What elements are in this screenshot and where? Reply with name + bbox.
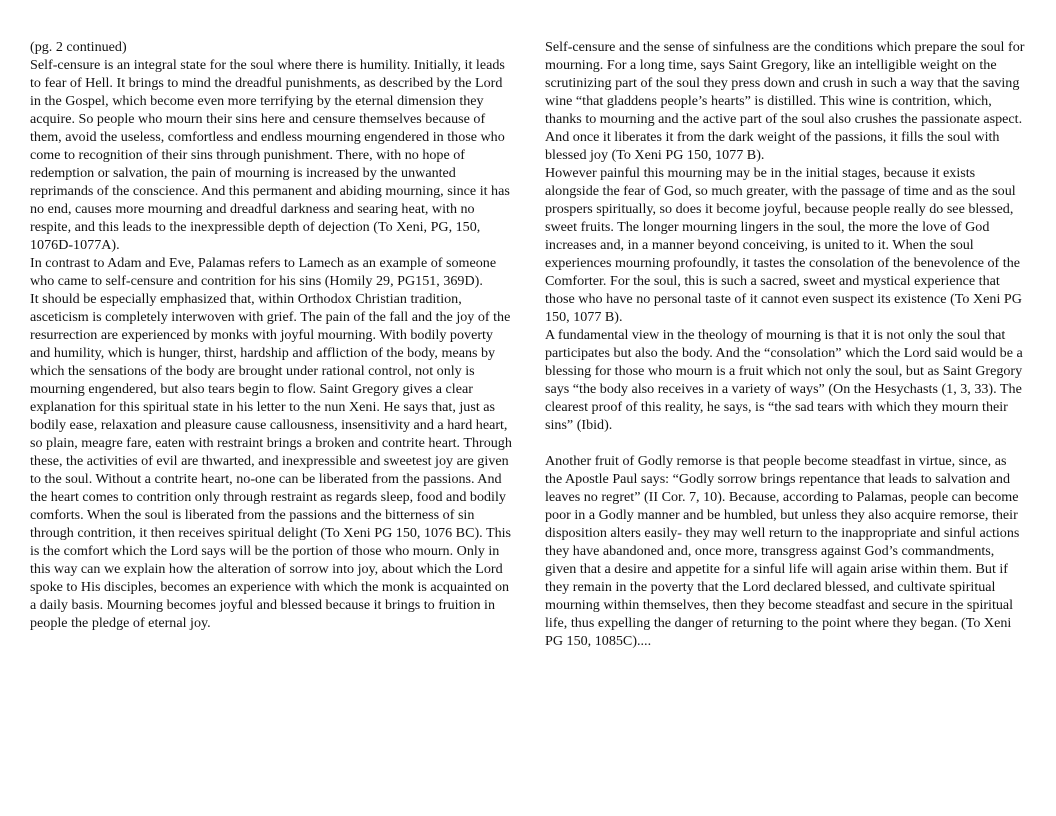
paragraph-body-participates: A fundamental view in the theology of mourning is that it is not only the soul that participates but also the body. And the “consolation” which the Lord said would be a blessing for those who mourn is a fruit which not only the soul, but as Saint Gregory says “the body also receives in a variety of ways” (On the Hesychasts (1, 3, 33). The clearest proof of this reality, he says, is “the sad tears with which they mourn their sins” (Ibid). <box>545 327 1023 433</box>
paragraph-joyful-mourning: However painful this mourning may be in the initial stages, because it exists alongside the fear of God, so much greater, with the passage of time and as the soul prospers spiritually, so does it become joyful, because people really do see blessed, sweet fruits. The longer mourning lingers in the soul, the more the love of God increases and, in a manner beyond conceiving, is united to it. When the soul experiences mourning profoundly, it tastes the consolation of the benevolence of the Comforter. For the soul, this is such a sacred, sweet and mystical experience that those who have no personal taste of it cannot even suspect its existence (To Xeni PG 150, 1077 B). <box>545 165 1022 325</box>
paragraph-godly-remorse: Another fruit of Godly remorse is that people become steadfast in virtue, since, as the Apostle Paul says: “Godly sorrow brings repentance that leads to salvation and leaves no regret” (II Cor. 7, 10). Because, according to Palamas, people can become poor in a Godly manner and be humbled, but unless they also acquire remorse, their disposition alters easily- they may well return to the inappropriate and sinful actions they have abandoned and, once more, transgress against God’s commandments, given that a desire and appetite for a sinful life will again arise within them. But if they remain in the poverty that the Lord declared blessed, and cultivate spiritual mourning within themselves, then they become steadfast and secure in the spiritual life, thus expelling the danger of returning to the point where they began. (To Xeni PG 150, 1085C).... <box>545 453 1020 649</box>
paragraph-asceticism-and-grief: It should be especially emphasized that, within Orthodox Christian tradition, asceticism is completely interwoven with grief. The pain of the fall and the joy of the resurrection are experienced by monks with joyful mourning. With bodily poverty and humility, which is hunger, thirst, hardship and affliction of the body, means by which the sensations of the body are brought under rational control, not only is mourning engendered, but also tears begin to flow. Saint Gregory gives a clear explanation for this spiritual state in his letter to the nun Xeni. He says that, just as bodily ease, relaxation and pleasure cause callousness, insensitivity and a hard heart, so plain, meagre fare, eaten with restraint brings a broken and contrite heart. Through these, the activities of evil are thwarted, and inexpressible and sweetest joy are given to the soul. Without a contrite heart, no-one can be liberated from the passions. And the heart comes to contrition only through restraint as regards sleep, food and bodily comforts. When the soul is liberated from the passions and the bitterness of sin through contrition, it then receives spiritual delight (To Xeni PG 150, 1076 BC). This is the comfort which the Lord says will be the portion of those who mourn. Only in this way can we explain how the alteration of sorrow into joy, about which the Lord spoke to His disciples, becomes an experience with which the monk is acquainted on a daily basis. Mourning becomes joyful and blessed because it brings to fruition in people the pledge of eternal joy. <box>30 291 512 631</box>
paragraph-self-censure-fear-of-hell: Self-censure is an integral state for the soul where there is humility. Initially, it leads to fear of Hell. It brings to mind the dreadful punishments, as described by the Lord in the Gospel, which become even more terrifying by the eternal dimension they acquire. So people who mourn their sins here and censure themselves because of them, avoid the useless, comfortless and endless mourning engendered in those who come to recognition of their sins through punishment. There, with no hope of redemption or salvation, the pain of mourning is increased by the unwanted reprimands of the conscience. And this permanent and abiding mourning, since it has no end, causes more mourning and dreadful darkness and searing heat, with no respite, and this leads to the inexpressible depth of dejection (To Xeni, PG, 150, 1076D-1077A). <box>30 57 510 253</box>
paragraph-conditions-for-mourning: Self-censure and the sense of sinfulness are the conditions which prepare the soul for mourning. For a long time, says Saint Gregory, like an intelligible weight on the scrutinizing part of the soul they press down and crush in such a way that the saving wine “that gladdens people’s hearts” is distilled. This wine is contrition, which, thanks to mourning and the active part of the soul also crushes the passionate aspect. And once it liberates it from the dark weight of the passions, it fills the soul with blessed joy (To Xeni PG 150, 1077 B). <box>545 39 1025 163</box>
page-continuation-header: (pg. 2 continued) <box>30 39 127 55</box>
paragraph-lamech-example: In contrast to Adam and Eve, Palamas refers to Lamech as an example of someone who came to self-censure and contrition for his sins (Homily 29, PG151, 369D). <box>30 255 497 289</box>
left-column <box>30 38 512 632</box>
right-column <box>545 38 1027 650</box>
paragraph-spacer <box>545 434 1027 452</box>
